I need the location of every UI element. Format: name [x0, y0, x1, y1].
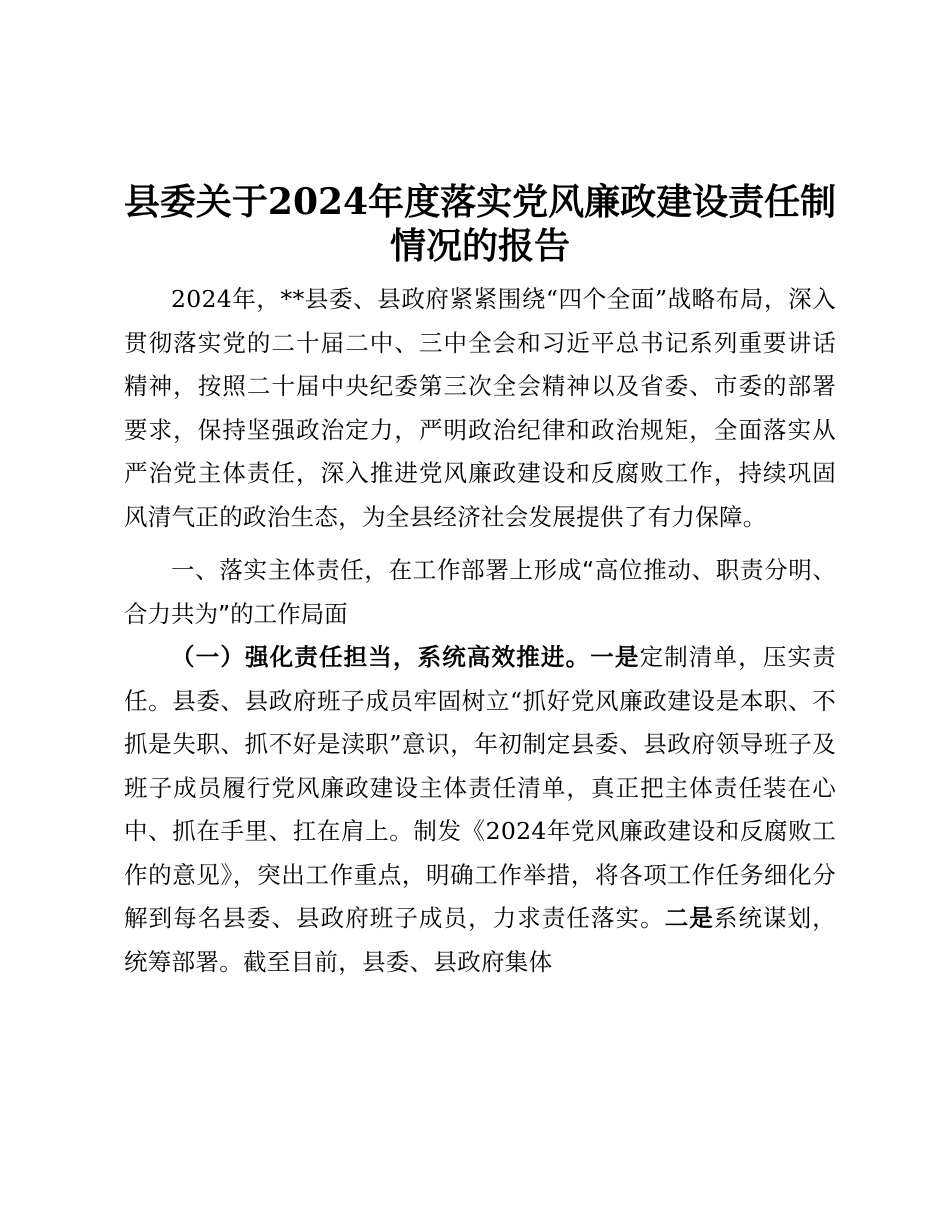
document-title: 县委关于2024年度落实党风廉政建设责任制情况的报告 — [123, 181, 837, 267]
first-point-label: 一是 — [590, 643, 640, 671]
second-point-label: 二是 — [664, 904, 714, 932]
document-page — [124, 180, 836, 984]
second-point-text: 系统谋划，统筹部署。截至目前，县委、县政府集体 — [124, 904, 836, 976]
subsection-heading-1: （一）强化责任担当，系统高效推进。 — [171, 643, 591, 671]
first-point-text: 定制清单，压实责任。县委、县政府班子成员牢固树立“抓好党风廉政建设是本职、不抓是失职、抓不好是渎职”意识，年初制定县委、县政府领导班子及班子成员履行党风廉政建设主体责任清单，真正把主体责任装在心中、抓在手里、扛在肩上。制发《2024年党风廉政建设和反腐败工作的意见》，突出工作重点，明确工作举措，将各项工作任务细化分解到每名县委、县政府班子成员，力求责任落实。 — [124, 643, 836, 932]
section-heading-1: 一、落实主体责任，在工作部署上形成“高位推动、职责分明、合力共为”的工作局面 — [124, 556, 836, 628]
intro-paragraph: 2024年，**县委、县政府紧紧围绕“四个全面”战略布局，深入贯彻落实党的二十届二中、三中全会和习近平总书记系列重要讲话精神，按照二十届中央纪委第三次全会精神以及省委、市委的部署要求，保持坚强政治定力，严明政治纪律和政治规矩，全面落实从严治党主体责任，深入推进党风廉政建设和反腐败工作，持续巩固风清气正的政治生态，为全县经济社会发展提供了有力保障。 — [124, 285, 836, 531]
subsection-paragraph-1 — [124, 636, 836, 984]
